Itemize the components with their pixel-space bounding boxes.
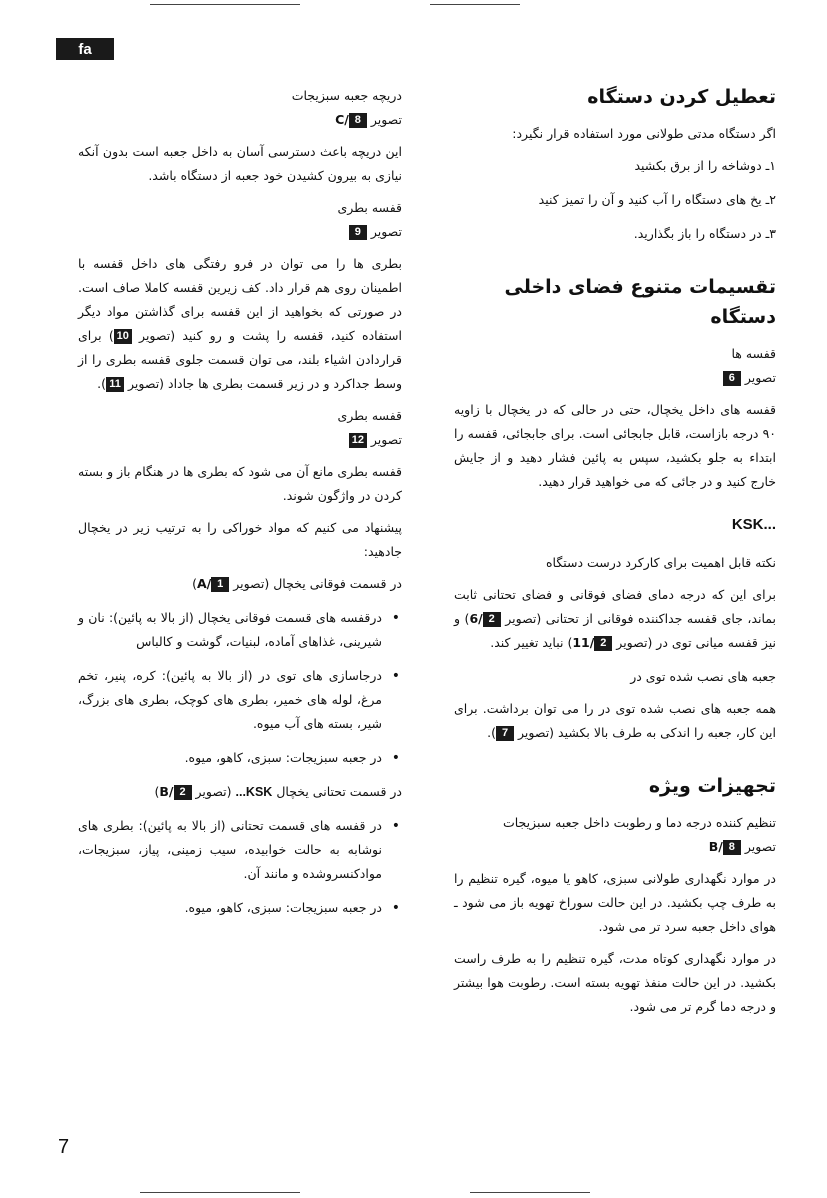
figure-reference bbox=[78, 428, 402, 452]
bottle-shelf-text bbox=[78, 252, 402, 396]
bottom-rule bbox=[140, 1192, 300, 1193]
figure-word: تصویر bbox=[370, 112, 402, 127]
figure-badge: 2 bbox=[594, 636, 612, 651]
figure-word: تصویر bbox=[370, 224, 402, 239]
upper-list bbox=[78, 606, 402, 770]
top-rule bbox=[430, 4, 520, 5]
veg-door-label: دریچه جعبه سبزیجات bbox=[291, 88, 402, 103]
figure-subref: /11 bbox=[572, 635, 595, 650]
bottle-rack-text: قفسه بطری مانع آن می شود که بطری ها در هنگام باز و بسته کردن در واژگون شوند. bbox=[78, 464, 402, 503]
upper-heading-part: ) bbox=[192, 576, 197, 591]
upper-heading-part: در قسمت فوقانی یخچال (تصویر bbox=[233, 576, 402, 591]
note-title: نکته قابل اهمیت برای کارکرد درست دستگاه bbox=[545, 555, 776, 570]
list-item: • در جعبه سبزیجات: سبزی، کاهو، میوه. bbox=[78, 896, 402, 920]
figure-reference bbox=[454, 366, 776, 390]
figure-badge: 2 bbox=[174, 785, 192, 800]
step-item: ۳ـ در دستگاه را باز بگذارید. bbox=[633, 226, 776, 241]
regulator-label: تنظیم کننده درجه دما و رطوبت داخل جعبه سبزیجات bbox=[502, 815, 776, 830]
figure-subref: /6 bbox=[469, 611, 483, 626]
list-item: • درجاسازی های توی در (از بالا به پائین): کره، پنیر، تخم مرغ، لوله های خمیر، بطری های کوچک، بطری های بزرگ، شیر، بسته های آب میوه. bbox=[78, 664, 402, 736]
shelves-text: قفسه های داخل یخچال، حتی در حالی که در یخچال با زاویه ۹۰ درجه بازاست، قابل جابجائی است. برای جابجائی، قفسه را ابتداء به جلو بکشید، سپس به پائین فشار دهید و از جایش خارج کنید و در جائی که می خواهید قرار دهید. bbox=[454, 402, 776, 489]
figure-badge: 8 bbox=[723, 840, 741, 855]
page-number: 7 bbox=[58, 1136, 70, 1158]
regulator-text: در موارد نگهداری طولانی سبزی، کاهو یا میوه، گیره تنظیم را به طرف چپ بکشید. در این حالت سوراخ تهویه باز می شود ـ هوای داخل جعبه سرد تر می شود. bbox=[454, 871, 776, 934]
top-rule bbox=[150, 4, 300, 5]
figure-word: تصویر bbox=[370, 432, 402, 447]
division-title: تقسیمات متنوع فضای داخلی دستگاه bbox=[504, 276, 776, 328]
step-item: ۲ـ یخ های دستگاه را آب کنید و آن را تمیز کنید bbox=[538, 192, 776, 207]
veg-door-text: این دریچه باعث دسترسی آسان به داخل جعبه است بدون آنکه نیازی به بیرون کشیدن خود جعبه از دستگاه باشد. bbox=[78, 144, 402, 183]
figure-reference bbox=[454, 835, 776, 859]
door-bins-label: جعبه های نصب شده توی در bbox=[630, 669, 776, 684]
figure-badge: 7 bbox=[496, 726, 514, 741]
model-label: KSK... bbox=[731, 516, 776, 533]
figure-reference bbox=[78, 220, 402, 244]
left-column bbox=[78, 78, 402, 930]
figure-badge: 6 bbox=[723, 371, 741, 386]
figure-badge: 10 bbox=[114, 329, 132, 344]
bottle-shelf-text-part: ) برای قراردادن اشیاء بلند، می توان قسمت جلوی قفسه بطری را از وسط جداکرد و در زیر قسمت بطری ها جاداد (تصویر bbox=[78, 328, 402, 391]
figure-subref: /B bbox=[159, 784, 174, 799]
lower-list bbox=[78, 814, 402, 920]
list-item: • در جعبه سبزیجات: سبزی، کاهو، میوه. bbox=[78, 746, 402, 770]
bottle-shelf-label: قفسه بطری bbox=[337, 200, 402, 215]
shelves-label: قفسه ها bbox=[731, 346, 776, 361]
figure-subref: /C bbox=[335, 112, 349, 127]
note-text-part: ) و نیز قفسه میانی توی در (تصویر bbox=[454, 611, 776, 650]
door-bins-text bbox=[454, 697, 776, 745]
right-column bbox=[454, 78, 776, 1027]
special-title: تجهیزات ویژه bbox=[648, 775, 776, 797]
disable-title: تعطیل کردن دستگاه bbox=[587, 86, 776, 108]
door-bins-text-part: ). bbox=[487, 725, 497, 740]
note-text-part: ) نباید تغییر کند. bbox=[490, 635, 573, 650]
note-text-part: برای این که درجه دمای فضای فوقانی و فضای تحتانی ثابت بماند، جای قفسه جداکننده فوقانی از تحتانی (تصویر bbox=[454, 587, 776, 626]
figure-badge: 2 bbox=[483, 612, 501, 627]
list-item: • درقفسه های قسمت فوقانی یخچال (از بالا به پائین): نان و شیرینی، غذاهای آماده، لبنیات، گوشت و کالباس bbox=[78, 606, 402, 654]
bottle-rack-label: قفسه بطری bbox=[337, 408, 402, 423]
figure-badge: 1 bbox=[211, 577, 229, 592]
list-item: • در قفسه های قسمت تحتانی (از بالا به پائین): بطری های نوشابه به حالت خوابیده، سیب زمینی، پیاز، سبزیجات، موادکنسروشده و مانند آن. bbox=[78, 814, 402, 886]
figure-badge: 12 bbox=[349, 433, 367, 448]
model-label: KSK... bbox=[235, 785, 273, 799]
regulator-text: در موارد نگهداری کوتاه مدت، گیره تنظیم را به طرف راست بکشید. در این حالت منفذ تهویه بسته است. رطوبت هوا بیشتر و درجه دما گرم تر می شود. bbox=[454, 951, 776, 1014]
figure-badge: 8 bbox=[349, 113, 367, 128]
figure-reference bbox=[78, 108, 402, 132]
lower-heading-part: (تصویر bbox=[195, 784, 232, 799]
upper-section-heading bbox=[78, 572, 402, 596]
step-item: ۱ـ دوشاخه را از برق بکشید bbox=[634, 158, 776, 173]
figure-badge: 9 bbox=[349, 225, 367, 240]
lower-heading-part: در قسمت تحتانی یخچال bbox=[276, 784, 402, 799]
figure-subref: /A bbox=[196, 576, 212, 591]
suggest-text: پیشنهاد می کنیم که مواد خوراکی را به ترتیب زیر در یخچال جادهید: bbox=[78, 520, 402, 559]
figure-subref: /B bbox=[708, 839, 723, 854]
bottle-shelf-text-part: بطری ها را می توان در فرو رفتگی های داخل قفسه با اطمینان روی هم قرار داد. کف زیرین قفسه کاملا صاف است. در صورتی که بخواهید از این قفسه برای گذاشتن مواد دیگر استفاده کنید، قفسه را پشت و رو کنید (تصویر bbox=[78, 256, 402, 343]
disable-intro: اگر دستگاه مدتی طولانی مورد استفاده قرار نگیرد: bbox=[512, 126, 776, 141]
figure-word: تصویر bbox=[744, 370, 776, 385]
door-bins-text-part: همه جعبه های نصب شده توی در را می توان برداشت. برای این کار، جعبه را اندکی به طرف بالا بکشید (تصویر bbox=[454, 701, 776, 740]
figure-badge: 11 bbox=[106, 377, 124, 392]
figure-word: تصویر bbox=[744, 839, 776, 854]
lower-section-heading bbox=[78, 780, 402, 804]
language-tag: fa bbox=[56, 38, 114, 60]
note-text bbox=[454, 583, 776, 655]
bottom-rule bbox=[470, 1192, 590, 1193]
bottle-shelf-text-part: ). bbox=[97, 376, 107, 391]
lower-heading-part: ) bbox=[154, 784, 160, 799]
